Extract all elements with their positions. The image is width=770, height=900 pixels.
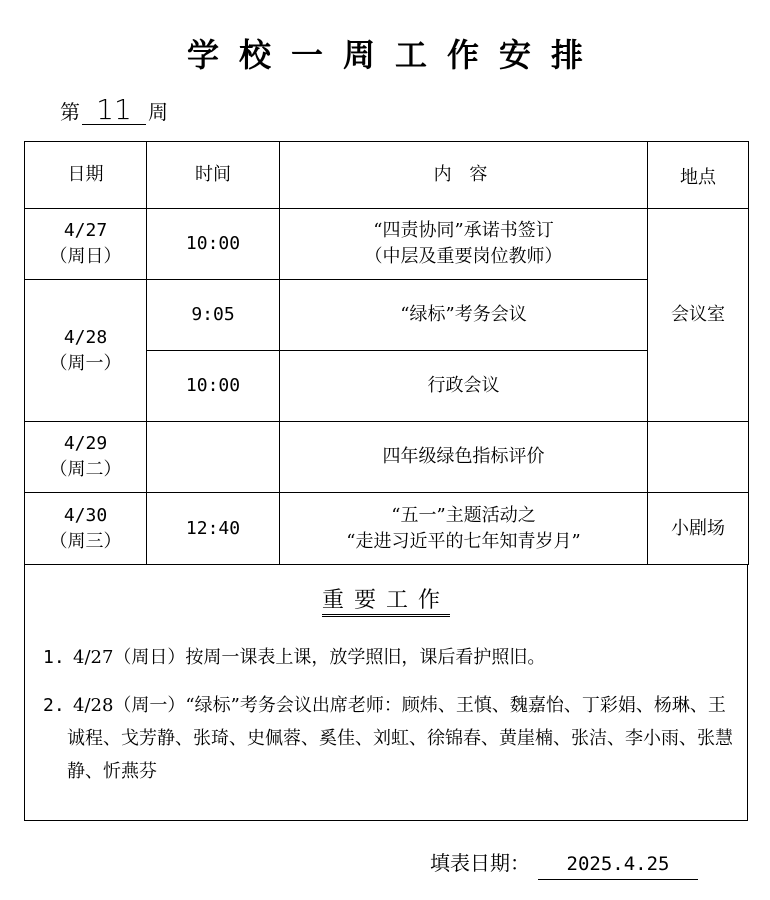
table-row (25, 209, 749, 280)
location-cell: 会议室 (648, 209, 749, 422)
time-cell (147, 422, 280, 493)
item-number: 2. (43, 695, 65, 716)
content-cell: “绿标”考务会议 (280, 280, 648, 351)
fill-date (430, 848, 698, 880)
weekday: （周日） (49, 246, 122, 267)
date-cell (25, 493, 147, 565)
header-time: 时间 (147, 142, 280, 209)
item-number: 1. (43, 647, 65, 668)
table-row (25, 493, 749, 565)
header-location: 地点 (648, 142, 749, 209)
fill-date-label: 填表日期： (430, 851, 530, 875)
date-cell (25, 209, 147, 280)
content-line: “四责协同”承诺书签订 (373, 220, 554, 241)
table-header-row (25, 142, 749, 209)
header-content: 内 容 (280, 142, 648, 209)
week-prefix: 第 (60, 100, 80, 124)
week-indicator (60, 93, 168, 127)
header-date: 日期 (25, 142, 147, 209)
week-number: 11 (82, 96, 146, 125)
item-text: 4/27（周日）按周一课表上课，放学照旧，课后看护照旧。 (73, 647, 546, 668)
date: 4/27 (63, 220, 108, 241)
content-line: （中层及重要岗位教师） (364, 246, 563, 267)
schedule-table (24, 141, 749, 565)
important-work-title (25, 586, 747, 616)
item-text: 4/28（周一）“绿标”考务会议出席老师：顾炜、王慎、魏嘉怡、丁彩娟、杨琳、王诚程、戈芳静、张琦、史佩蓉、奚佳、刘虹、徐锦春、黄崖楠、张洁、李小雨、张慧静、忻燕芬 (67, 695, 733, 782)
important-work-title-text: 重要工作 (322, 588, 450, 617)
content-cell (280, 209, 648, 280)
content-cell (280, 493, 648, 565)
important-work-section (24, 564, 748, 821)
content-cell: 行政会议 (280, 351, 648, 422)
weekday: （周一） (49, 352, 122, 374)
weekday: （周三） (49, 530, 122, 552)
content-line: “走进习近平的七年知青岁月” (346, 530, 581, 552)
date-cell (25, 422, 147, 493)
week-suffix: 周 (148, 100, 168, 124)
content-line: “五一”主题活动之 (391, 504, 536, 526)
page-title: 学校一周工作安排 (186, 36, 603, 74)
time-cell: 9:05 (147, 280, 280, 351)
location-cell: 小剧场 (648, 493, 749, 565)
time-cell: 10:00 (147, 351, 280, 422)
table-row (25, 422, 749, 493)
weekday: （周二） (49, 459, 122, 480)
fill-date-value: 2025.4.25 (538, 849, 698, 880)
list-item (43, 641, 743, 674)
date: 4/29 (63, 433, 108, 454)
table-row (25, 280, 749, 351)
date-cell (25, 280, 147, 422)
date: 4/30 (63, 504, 108, 526)
content-cell: 四年级绿色指标评价 (280, 422, 648, 493)
location-cell (648, 422, 749, 493)
list-item (43, 689, 743, 788)
date: 4/28 (63, 326, 108, 348)
time-cell: 12:40 (147, 493, 280, 565)
time-cell: 10:00 (147, 209, 280, 280)
